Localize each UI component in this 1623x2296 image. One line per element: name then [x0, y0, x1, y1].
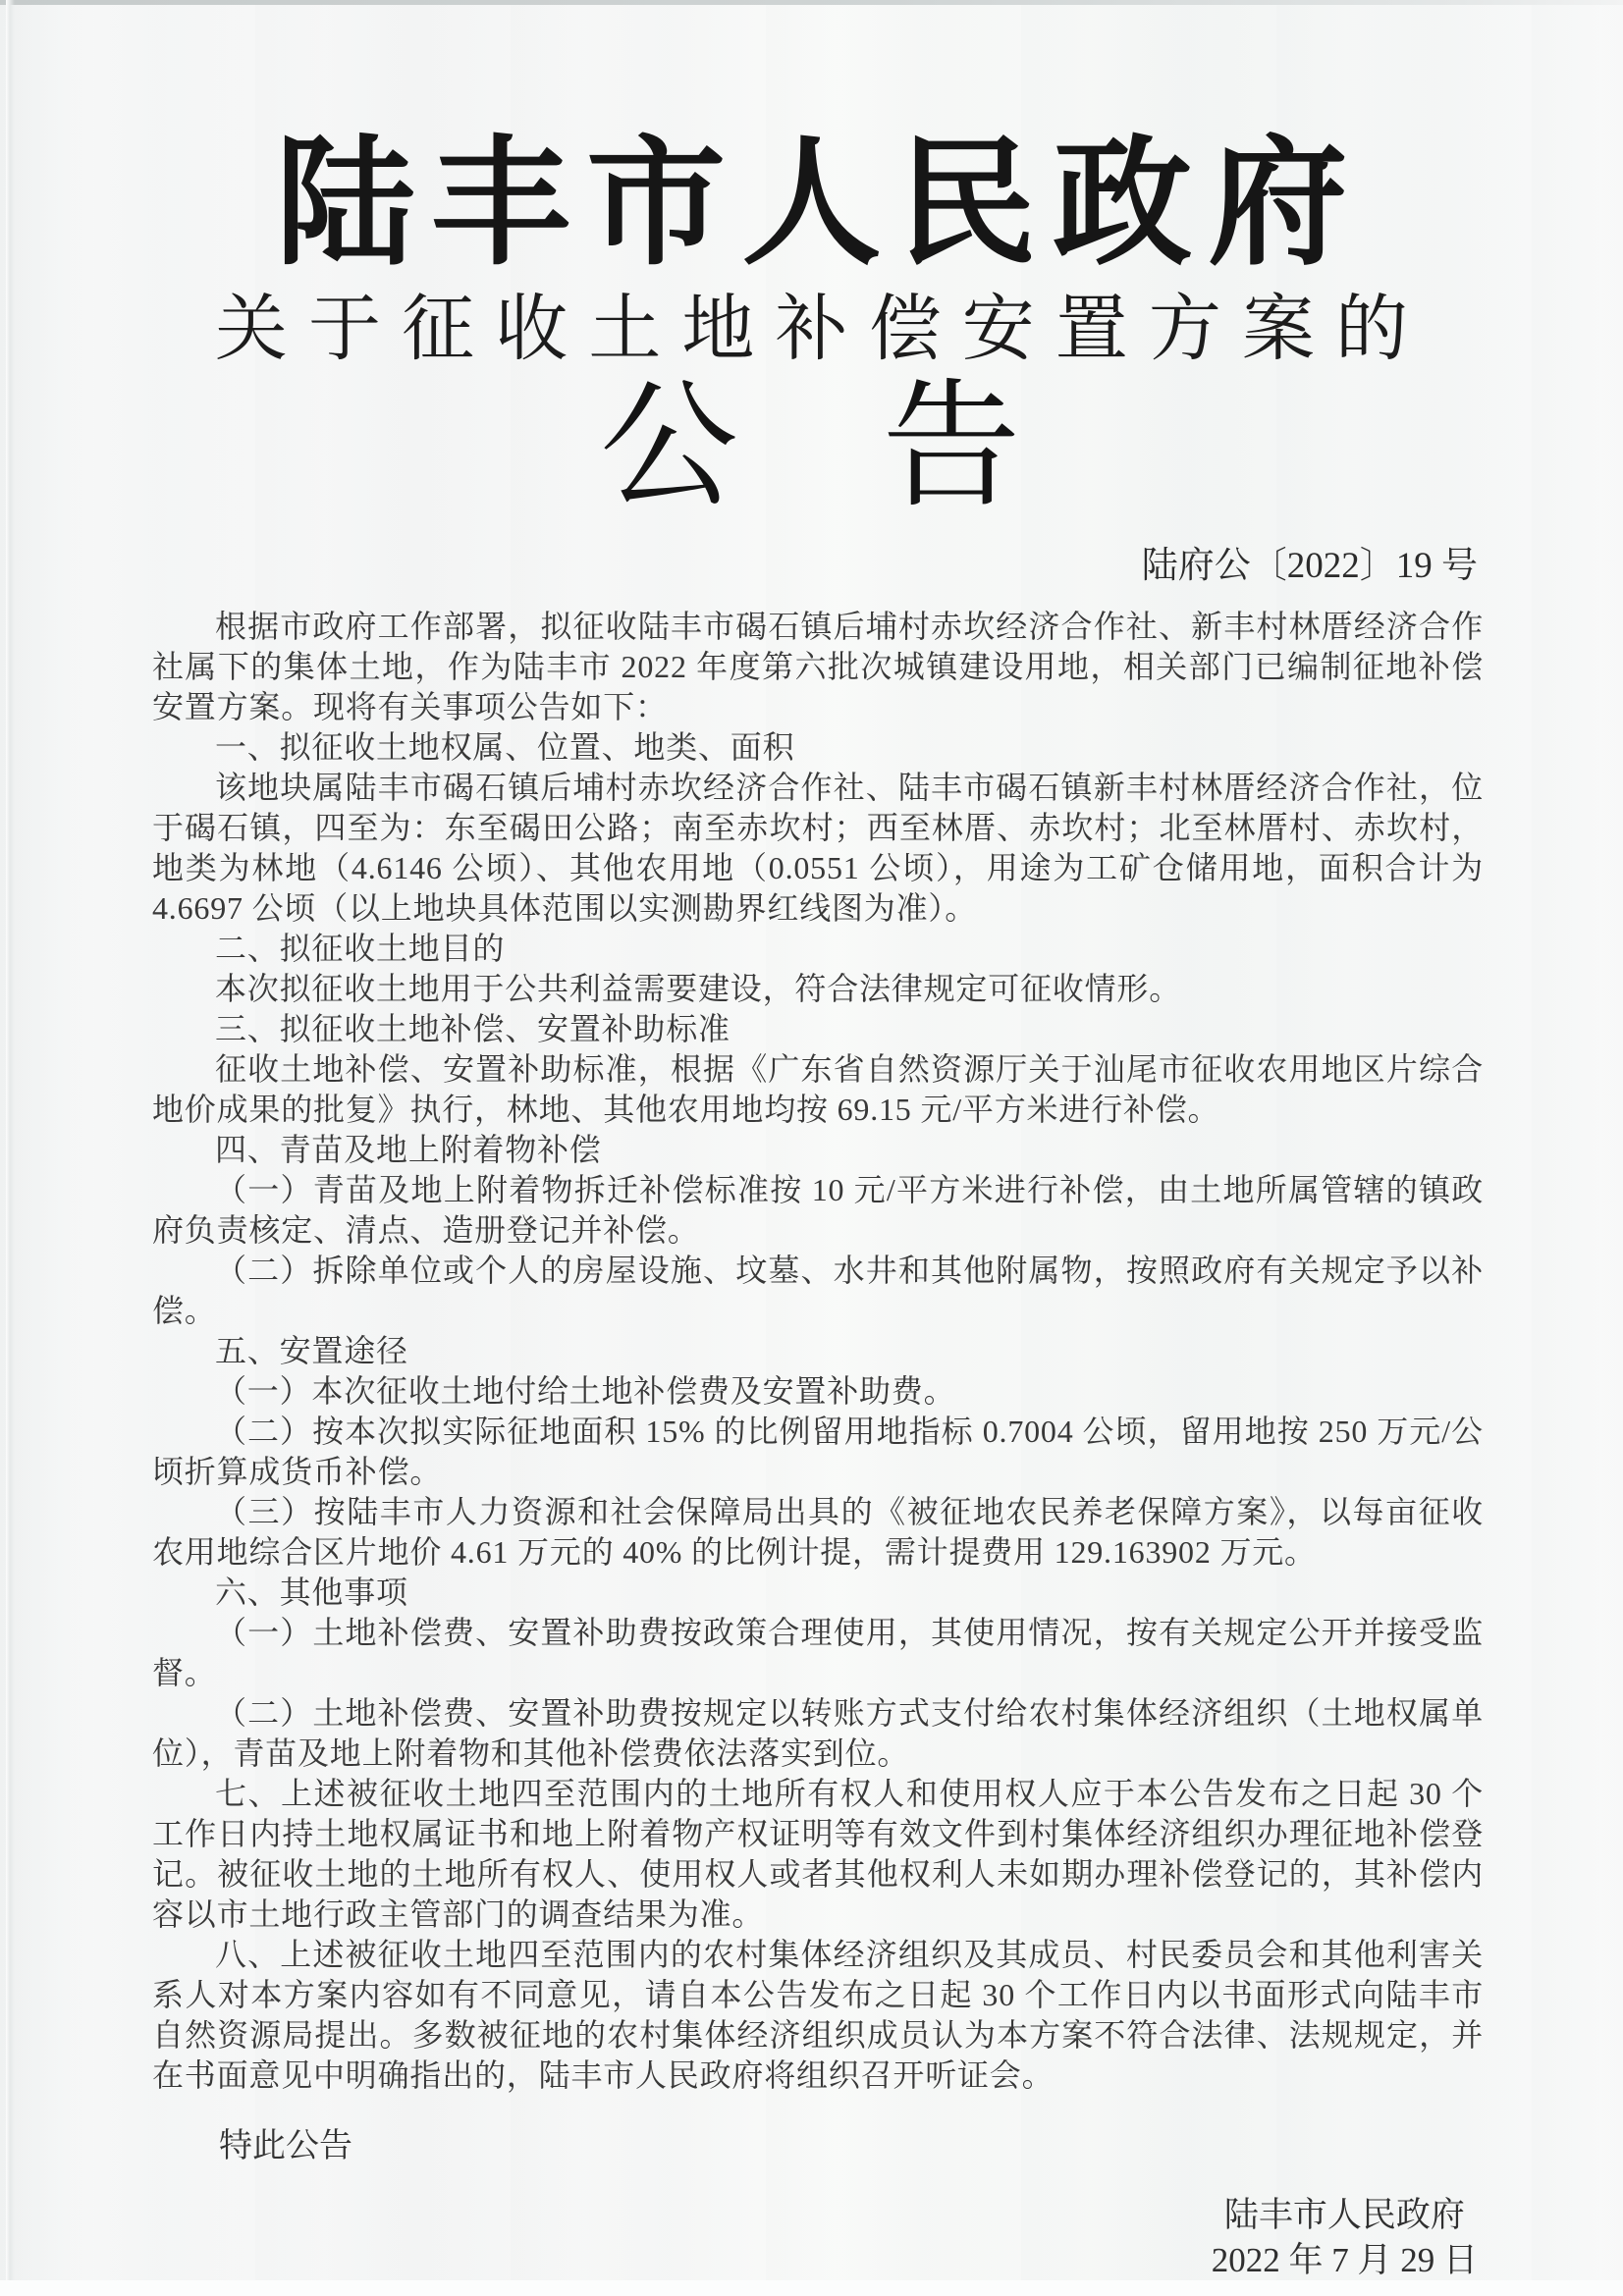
paragraph: （一）土地补偿费、安置补助费按政策合理使用，其使用情况，按有关规定公开并接受监督。 — [152, 1615, 1484, 1690]
paragraph: （二）按本次拟实际征地面积 15% 的比例留用地指标 0.7004 公顷，留用地按 250 万元/公顷折算成货币补偿。 — [152, 1414, 1484, 1489]
paragraph: （二）拆除单位或个人的房屋设施、坟墓、水井和其他附属物，按照政府有关规定予以补偿。 — [152, 1253, 1484, 1328]
scan-edge-bottom — [0, 2280, 1623, 2296]
paragraph: （三）按陆丰市人力资源和社会保障局出具的《被征地农民养老保障方案》，以每亩征收农用地综合区片地价 4.61 万元的 40% 的比例计提，需计提费用 129.163902 万元。 — [152, 1494, 1484, 1570]
org-title: 陆丰市人民政府 — [275, 127, 1364, 282]
signature-inner — [1212, 2193, 1478, 2283]
subject-line: 关于征收土地补偿安置方案的 — [214, 290, 1430, 370]
paragraph: 四、青苗及地上附着物补偿 — [215, 1132, 602, 1167]
signature-block — [0, 2193, 1623, 2283]
paragraph: 二、拟征收土地目的 — [215, 931, 506, 966]
paragraph: 八、上述被征收土地四至范围内的农村集体经济组织及其成员、村民委员会和其他利害关系人对本方案内容如有不同意见，请自本公告发布之日起 30 个工作日内以书面形式向陆丰市自然资源局提出。多数被征地的农村集体经济组织成员认为本方案不符合法律、法规规定，并在书面意见中明确指出的，陆丰市人民政府将组织召开听证会。 — [152, 1937, 1484, 2093]
paragraph: 六、其他事项 — [215, 1575, 408, 1610]
closing-line: 特此公告 — [219, 2128, 352, 2164]
scan-edge-top — [0, 0, 1623, 5]
issue-date: 2022 年 7 月 29 日 — [1211, 2241, 1478, 2279]
paragraph: 三、拟征收土地补偿、安置补助标准 — [215, 1011, 730, 1046]
document-body — [152, 607, 1484, 2096]
paragraph: （一）本次征收土地付给土地补偿费及安置补助费。 — [215, 1373, 956, 1409]
paragraph: 本次拟征收土地用于公共利益需要建设，符合法律规定可征收情形。 — [215, 971, 1182, 1006]
notice-title: 公 告 — [599, 371, 1024, 524]
paragraph: 该地块属陆丰市碣石镇后埔村赤坎经济合作社、陆丰市碣石镇新丰村林厝经济合作社，位于碣石镇，四至为：东至碣田公路；南至赤坎村；西至林厝、赤坎村；北至林厝村、赤坎村，地类为林地（4.6146 公顷）、其他农用地（0.0551 公顷），用途为工矿仓储用地，面积合计为 4.6697 公顷（以上地块具体范围以实测勘界红线图为准）。 — [152, 770, 1484, 926]
paragraph: 根据市政府工作部署，拟征收陆丰市碣石镇后埔村赤坎经济合作社、新丰村林厝经济合作社属下的集体土地，作为陆丰市 2022 年度第六批次城镇建设用地，相关部门已编制征地补偿安置方案。现将有关事项公告如下： — [152, 609, 1484, 724]
document-header — [0, 0, 1623, 522]
paragraph: （二）土地补偿费、安置补助费按规定以转账方式支付给农村集体经济组织（土地权属单位），青苗及地上附着物和其他补偿费依法落实到位。 — [152, 1695, 1484, 1771]
paragraph: 一、拟征收土地权属、位置、地类、面积 — [215, 729, 795, 765]
doc-number: 陆府公〔2022〕19 号 — [1141, 546, 1478, 586]
paragraph: （一）青苗及地上附着物拆迁补偿标准按 10 元/平方米进行补偿，由土地所属管辖的镇政府负责核定、清点、造册登记并补偿。 — [152, 1172, 1484, 1248]
paragraph: 七、上述被征收土地四至范围内的土地所有权人和使用权人应于本公告发布之日起 30 个工作日内持土地权属证书和地上附着物产权证明等有效文件到村集体经济组织办理征地补偿登记。被征收土地的土地所有权人、使用权人或者其他权利人未如期办理补偿登记的，其补偿内容以市土地行政主管部门的调查结果为准。 — [152, 1776, 1484, 1932]
paragraph: 征收土地补偿、安置补助标准，根据《广东省自然资源厅关于汕尾市征收农用地区片综合地价成果的批复》执行，林地、其他农用地均按 69.15 元/平方米进行补偿。 — [152, 1051, 1484, 1127]
scan-edge-left — [6, 0, 15, 2296]
paragraph: 五、安置途径 — [215, 1333, 408, 1368]
issuer-name: 陆丰市人民政府 — [1223, 2196, 1465, 2234]
